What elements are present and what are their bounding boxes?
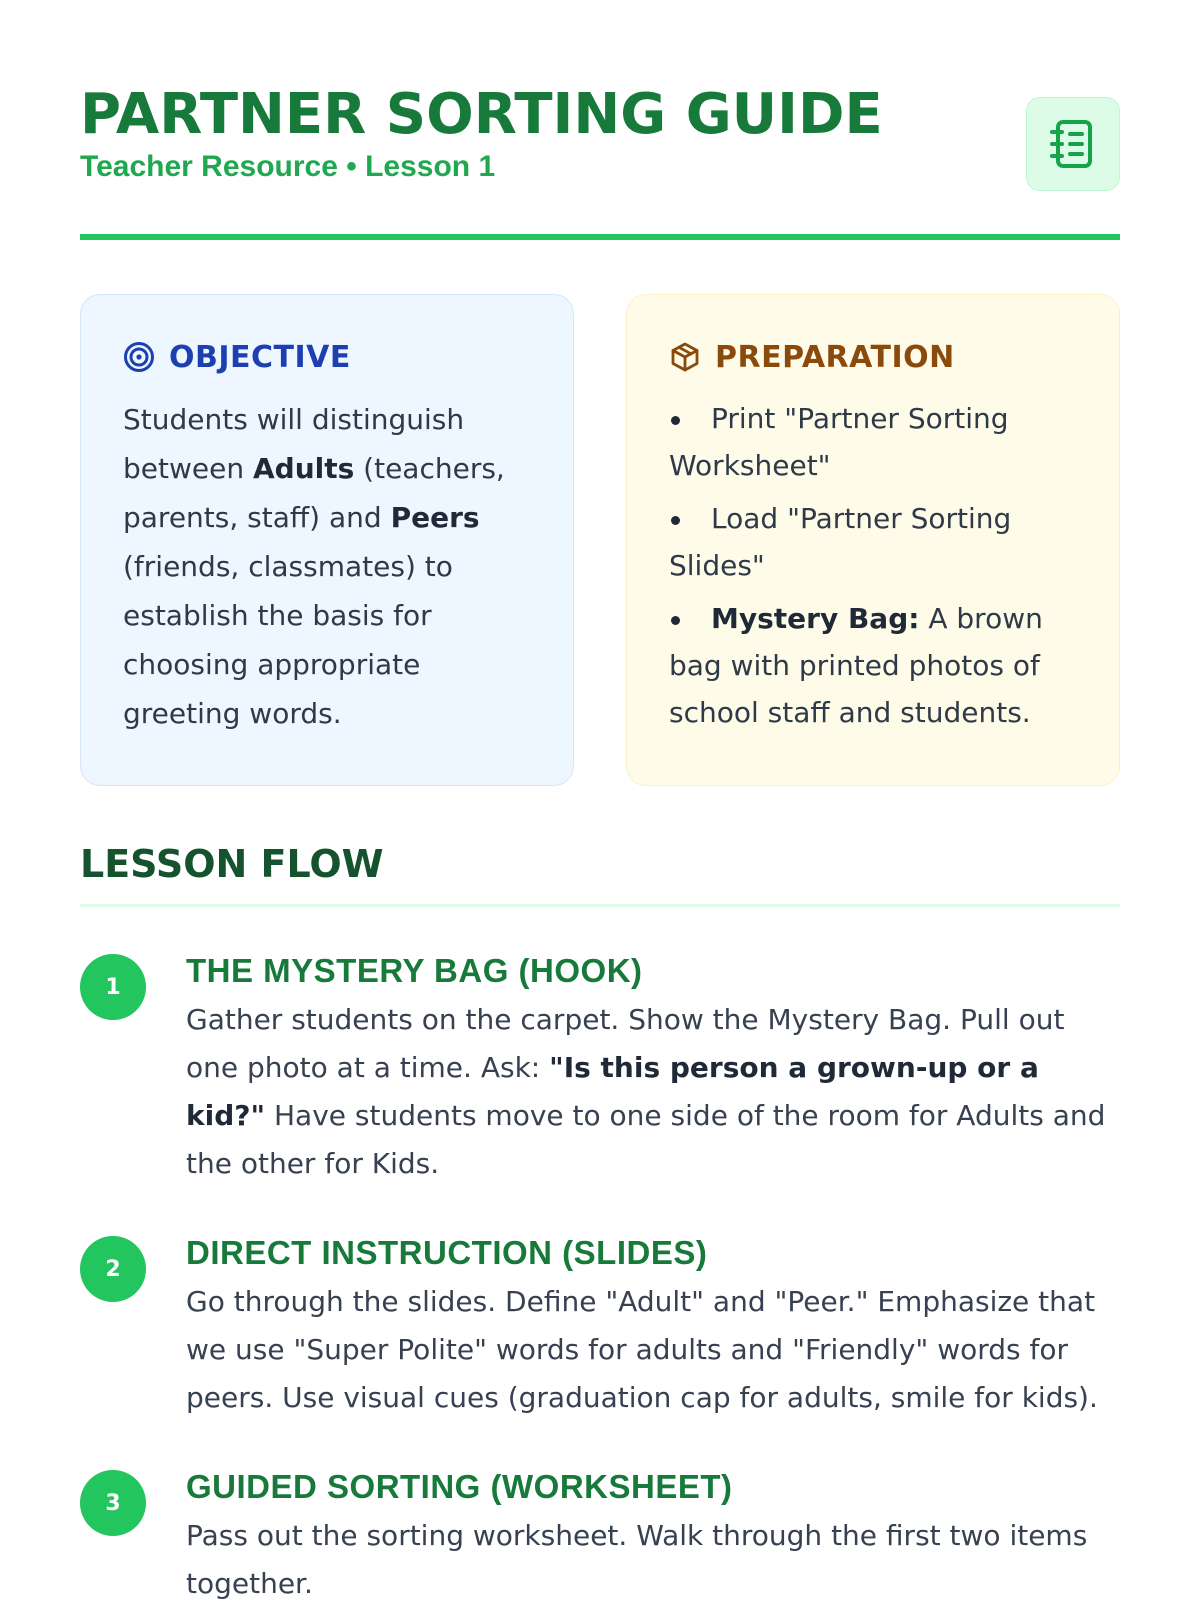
step-number-badge: 2 xyxy=(80,1236,146,1302)
step-description: Pass out the sorting worksheet. Walk through the first two items together. xyxy=(186,1519,1088,1600)
step-description: Gather students on the carpet. Show the Mystery Bag. Pull out one photo at a time. Ask: "Is this person a grown-up or a kid?" Have students move to one side of the room for Adults and the other for Kids. xyxy=(186,1003,1106,1180)
lesson-guide-page xyxy=(80,0,1120,1600)
list-item: Print "Partner Sorting Worksheet" xyxy=(669,395,1079,489)
objective-text: Students will distinguish between Adults (teachers, parents, staff) and Peers (friends, classmates) to establish the basis for choosing appropriate greeting words. xyxy=(123,403,505,730)
target-icon xyxy=(123,341,155,373)
header-divider xyxy=(80,234,1120,240)
page-subtitle: Teacher Resource • Lesson 1 xyxy=(80,150,496,183)
objective-card xyxy=(80,294,574,786)
step-number-badge: 3 xyxy=(80,1470,146,1536)
preparation-title: PREPARATION xyxy=(715,339,955,375)
page-title: PARTNER SORTING GUIDE xyxy=(80,82,883,147)
preparation-header xyxy=(669,335,1079,379)
preparation-card xyxy=(626,294,1120,786)
notebook-icon xyxy=(1026,97,1120,191)
lesson-flow-title: LESSON FLOW xyxy=(80,842,384,886)
objective-title: OBJECTIVE xyxy=(169,339,351,375)
objective-header xyxy=(123,335,533,379)
step-number-badge: 1 xyxy=(80,954,146,1020)
lesson-flow-divider xyxy=(80,904,1120,907)
preparation-list xyxy=(669,395,1079,736)
step-title: GUIDED SORTING (WORKSHEET) xyxy=(186,1468,733,1505)
step-title: DIRECT INSTRUCTION (SLIDES) xyxy=(186,1234,708,1271)
step-description: Go through the slides. Define "Adult" and "Peer." Emphasize that we use "Super Polite" words for adults and "Friendly" words for peers. Use visual cues (graduation cap for adults, smile for kids). xyxy=(186,1285,1098,1414)
list-item: Load "Partner Sorting Slides" xyxy=(669,495,1079,589)
step-title: THE MYSTERY BAG (HOOK) xyxy=(186,952,643,989)
list-item: Mystery Bag: A brown bag with printed photos of school staff and students. xyxy=(669,595,1079,736)
box-icon xyxy=(669,341,701,373)
